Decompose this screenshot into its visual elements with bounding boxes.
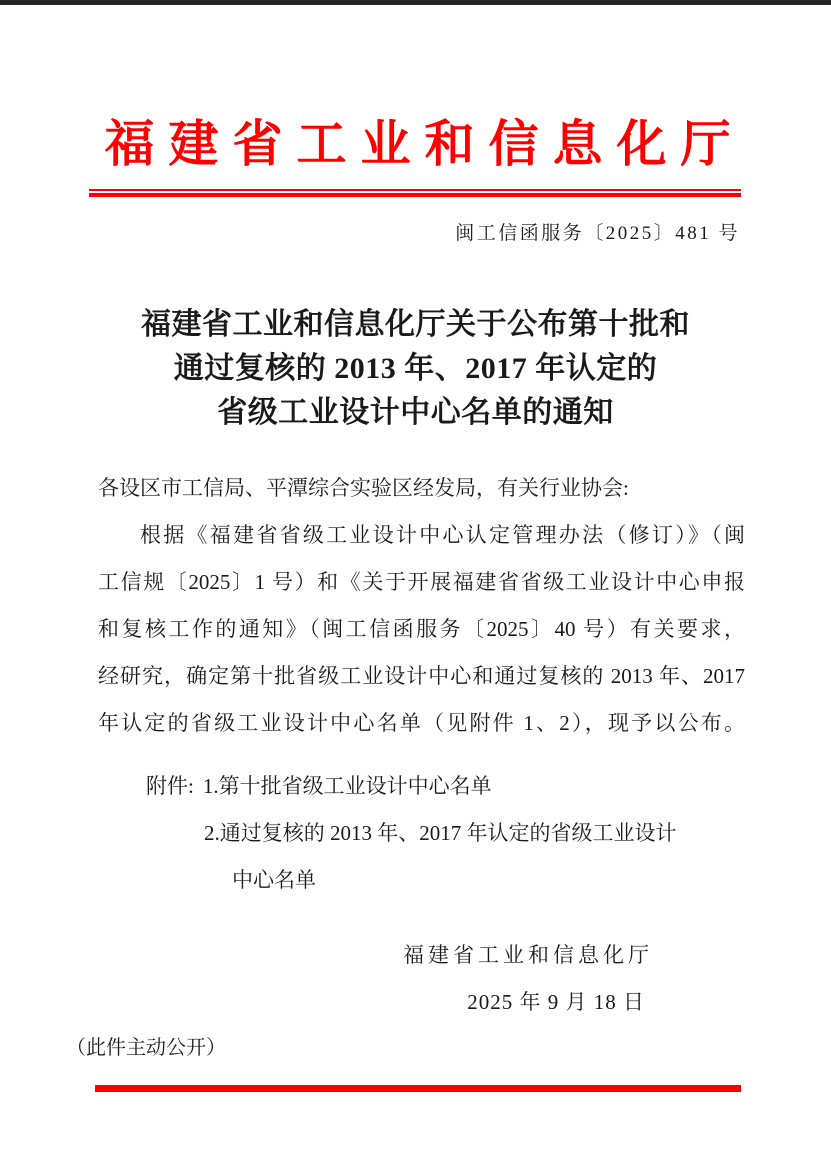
signature-agency: 福建省工业和信息化厅 [403, 943, 653, 967]
body-paragraph-line: 和复核工作的通知》（闽工信函服务〔2025〕40 号）有关要求， [98, 617, 745, 641]
letterhead-divider [89, 189, 741, 197]
attachment-row-1 [146, 763, 831, 810]
notice-title-line-1: 福建省工业和信息化厅关于公布第十批和 [141, 308, 690, 341]
attachment-item-2-line-2: 中心名单 [232, 868, 316, 892]
notice-title-line-3: 省级工业设计中心名单的通知 [217, 396, 614, 429]
body-paragraph-line: 经研究，确定第十批省级工业设计中心和通过复核的 2013 年、2017 [98, 664, 745, 688]
body-paragraph-line: 年认定的省级工业设计中心名单（见附件 1、2），现予以公布。 [98, 711, 745, 735]
attachments-block [146, 763, 831, 904]
letterhead-agency-title: 福建省工业和信息化厅 [104, 116, 745, 172]
salutation-line: 各设区市工信局、平潭综合实验区经发局，有关行业协会: [98, 476, 629, 500]
publicity-note: （此件主动公开） [66, 1037, 226, 1059]
letterhead-divider-thin-line [89, 189, 741, 191]
letterhead-divider-thick-line [89, 193, 741, 197]
notice-body [98, 465, 745, 747]
footer-divider [95, 1085, 741, 1092]
body-paragraph-line: 根据《福建省省级工业设计中心认定管理办法（修订）》（闽 [140, 523, 745, 547]
top-edge-bar [0, 0, 831, 5]
signature-date: 2025 年 9 月 18 日 [467, 990, 645, 1014]
document-number: 闽工信函服务〔2025〕481 号 [455, 223, 740, 244]
notice-title [0, 303, 831, 435]
body-paragraph-line: 工信规〔2025〕1 号）和《关于开展福建省省级工业设计中心申报 [98, 570, 745, 594]
attachment-item-2-line-1: 2.通过复核的 2013 年、2017 年认定的省级工业设计 [204, 821, 677, 845]
signature-block [0, 932, 831, 1026]
attachment-item-1: 1.第十批省级工业设计中心名单 [202, 774, 492, 798]
attachments-label: 附件: [146, 774, 194, 798]
notice-title-line-2: 通过复核的 2013 年、2017 年认定的 [173, 352, 658, 385]
